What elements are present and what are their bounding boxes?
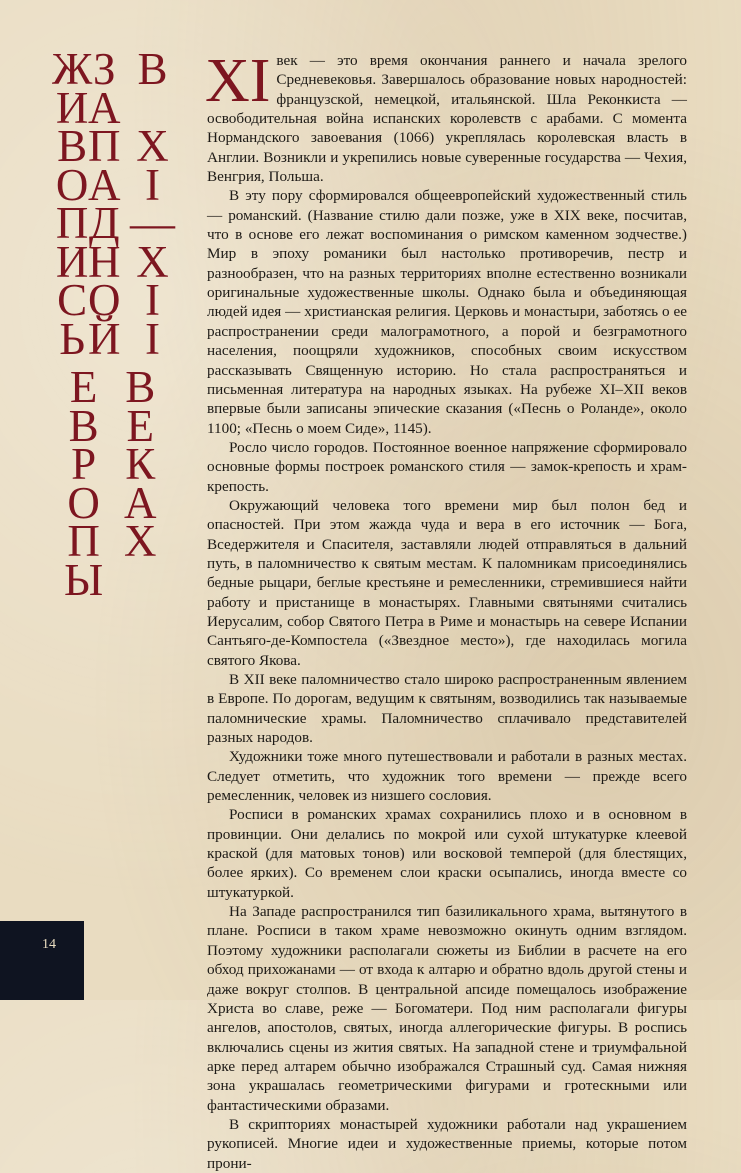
paragraph: Росло число городов. Постоянное военное напряжение сформировало основные формы построек романского стиля — замок-крепость и храм-крепость. — [207, 438, 687, 495]
title-letter: В — [125, 362, 156, 412]
title-letter: О — [55, 159, 89, 210]
title-letter: Р — [71, 439, 97, 489]
title-letter: Х — [136, 121, 169, 171]
title-letter: П — [88, 121, 121, 171]
title-letter: — — [130, 198, 175, 248]
paragraph — [205, 47, 687, 186]
title-column-5 — [124, 362, 157, 566]
title-column-3 — [130, 44, 175, 364]
title-letter: Ь — [59, 313, 86, 364]
title-letter: Д — [88, 198, 120, 248]
paragraph: На Западе распространился тип базиликального храма, вытянутого в плане. Росписи в таком храме невозможно окинуть одним взглядом. Поэтому художники располагали сюжеты из Библии в расчете на его обход прихожанами — от входа к алтарю и обратно вдоль другой стены и даже вокруг столпов. В центральной апсиде помещалось изображение Христа во славе, реже — Богоматери. Под ним располагали фигуры ангелов, апостолов, святых, иногда аллегорические фигуры. В роспись включались сцены из жития святых. На западной стене и триумфальной арке перед алтарем обычно изображался Страшный суд. Самая нижняя зона украшалась геометрическими фигурами и гротескными или фантастическими образами. — [207, 903, 687, 1114]
title-letter: А — [124, 477, 157, 528]
title-column-2 — [88, 44, 121, 364]
title-letter: I — [145, 313, 160, 364]
title-column-4 — [64, 362, 104, 605]
title-letter: П — [55, 198, 89, 248]
paragraph: В скрипториях монастырей художники работали над украшением рукописей. Многие идеи и художественные приемы, которые потом прони- — [207, 1115, 687, 1172]
title-letter: Х — [124, 516, 157, 566]
page-number: 14 — [42, 937, 56, 952]
title-letter: О — [88, 275, 121, 325]
title-letter: Х — [136, 236, 169, 287]
paragraph: Художники тоже много путешествовали и работали в разных местах. Следует отметить, что художник того времени — прежде всего ремесленник, человек из низшего сословия. — [207, 748, 687, 805]
title-letter: И — [55, 236, 89, 287]
title-letter: Е — [126, 400, 154, 451]
title-letter: Ж — [52, 44, 93, 94]
title-letter: А — [88, 82, 121, 133]
title-letter: Н — [88, 236, 121, 287]
title-letter: В — [68, 400, 99, 451]
title-letter: О — [67, 477, 100, 528]
title-letter: К — [125, 439, 156, 489]
title-letter: З — [92, 44, 116, 94]
paragraph: Росписи в романских храмах сохранились плохо и в основном в провинции. Они делались по мокрой или сухой штукатурке клеевой краской (для матовых тонов) или восковой темперой (для блестящих, более ярких). Со временем слои краски осыпались, иногда вместе со штукатуркой. — [207, 806, 687, 901]
title-letter: I — [145, 159, 160, 210]
title-letter: П — [67, 516, 100, 566]
title-letter: С — [57, 275, 88, 325]
title-letter: Й — [88, 313, 121, 364]
title-letter: I — [145, 275, 160, 325]
article-body — [205, 47, 687, 1173]
title-column-1 — [52, 44, 93, 364]
title-letter: В — [137, 44, 168, 94]
paragraph: В эту пору сформировался общеевропейский художественный стиль — романский. (Название стилю дали позже, уже в XIX веке, посчитав, что в основе его лежат воспоминания о римском каменном зодчестве.) Мир в эпоху романики был настолько противоречив, пестр и разнообразен, что на разных территориях вполне естественно возникали оригинальные художественные школы. Однако была и объединяющая людей идея — христианская религия. Церковь и монастыри, заботясь о ее распространении среди малограмотного, а порой и безграмотного населения, поощряли художников, способных своим искусством рассказывать Священную историю. Но стала распространяться и письменная литература на народных языках. На рубеже XI–XII веков впервые были записаны эпические сказания («Песнь о Роланде», около 1100; «Песнь о моем Сиде», 1145). — [207, 187, 687, 437]
drop-cap: XI — [205, 47, 271, 115]
title-letter: И — [55, 82, 89, 133]
title-letter: Е — [69, 362, 98, 412]
page-number-box — [0, 921, 84, 1000]
paragraph: В XII веке паломничество стало широко распространенным явлением в Европе. По дорогам, ведущим к святыням, возводились так называемые паломнические храмы. Паломничество сплачивало представителей разных народов. — [207, 671, 687, 747]
title-letter: В — [57, 121, 88, 171]
title-letter: Ы — [64, 554, 104, 605]
title-letter: А — [88, 159, 121, 210]
paragraph-text: век — это время окончания раннего и начала зрелого Средневековья. Завершалось образование новых народностей: французской, немецкой, итальянской. Шла Реконкиста — освободительная война испанских королевств с арабами. С момента Нормандского завоевания (1066) укреплялась королевская власть в Англии. Возникли и укрепились новые суверенные государства — Чехия, Венгрия, Польша. — [207, 52, 687, 186]
chapter-title — [52, 44, 175, 605]
paragraph: Окружающий человека того времени мир был полон бед и опасностей. При этом жажда чуда и вера в его источник — Бога, Вседержителя и Спасителя, заставляли людей отправляться в дальний путь, в паломничество к святым местам. К паломникам присоединялись бедные рыцари, беглые крестьяне и ремесленники, стремившиеся найти работу и пристанище в монастырях. Главными святынями считались Иерусалим, собор Святого Петра в Риме и монастырь на севере Испании Сантьяго-де-Компостела («Звездное место»), где находилась могила святого Якова. — [207, 496, 687, 669]
